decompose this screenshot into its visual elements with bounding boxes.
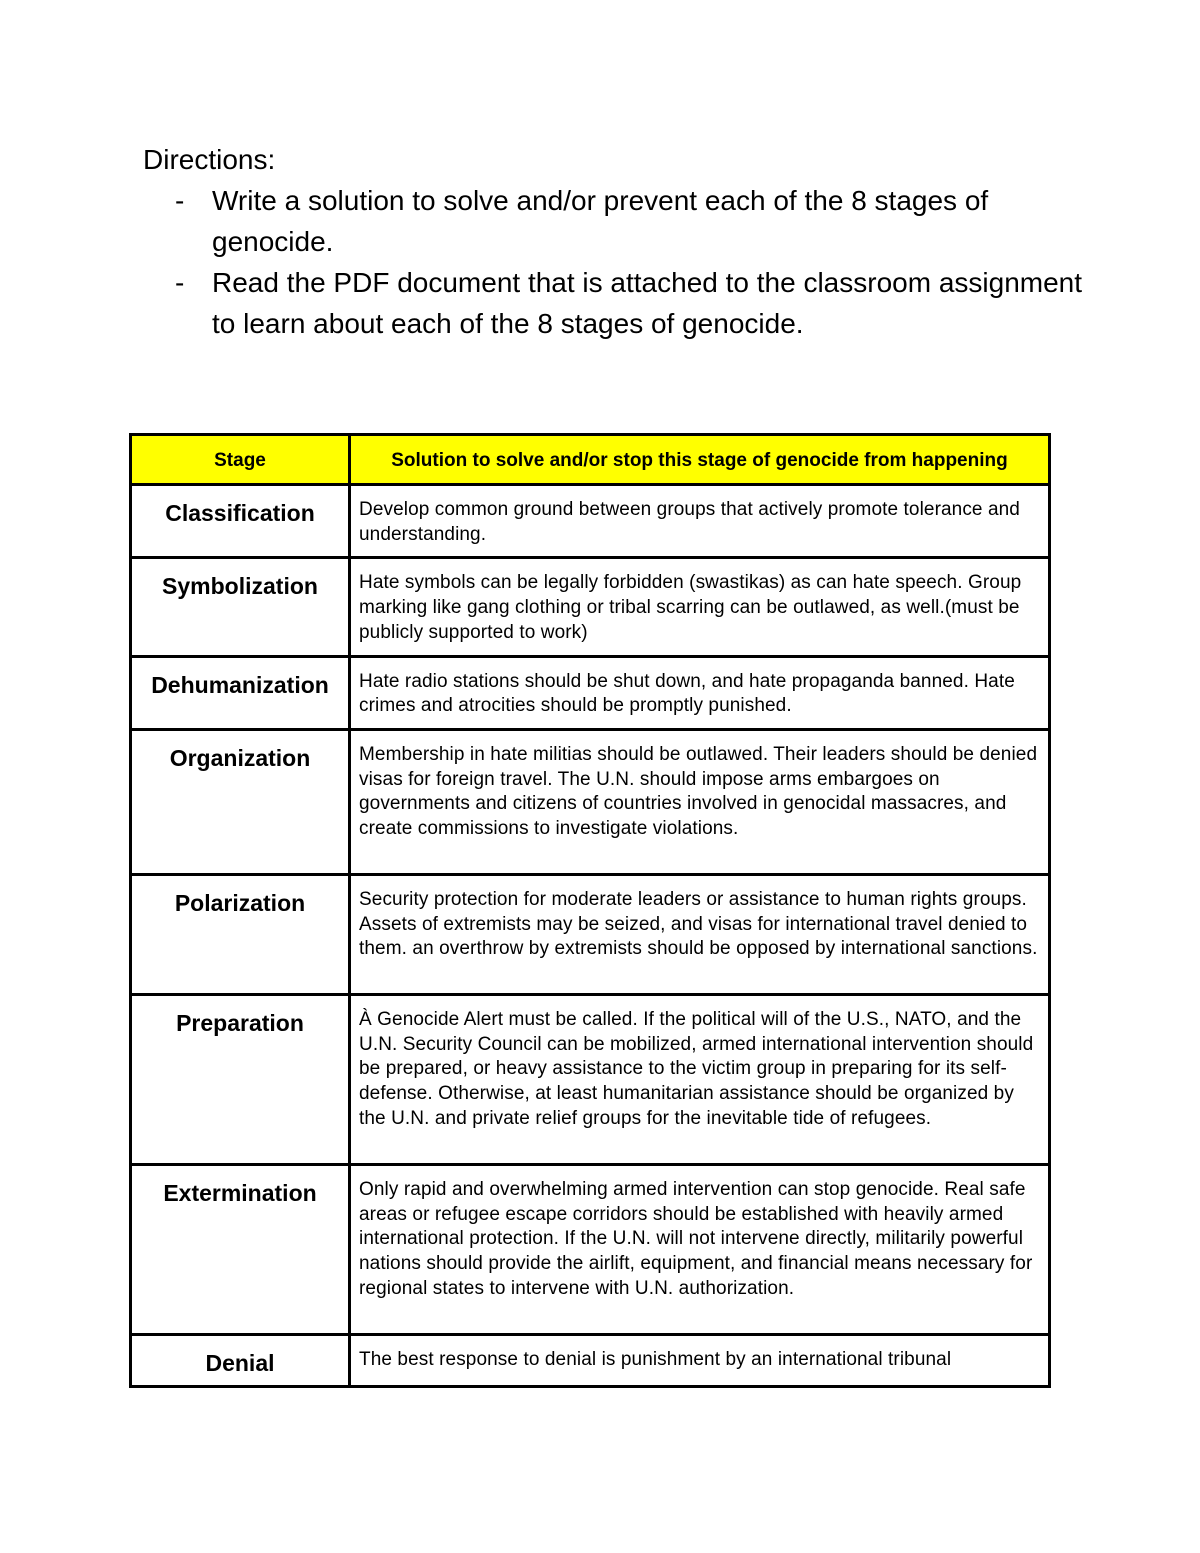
solution-cell: The best response to denial is punishment by an international tribunal bbox=[350, 1334, 1050, 1386]
table-row bbox=[131, 558, 1050, 656]
list-bullet: - bbox=[175, 185, 185, 216]
solution-cell: Security protection for moderate leaders or assistance to human rights groups. Assets of extremists may be seized, and visas for international travel denied to them. an overthrow by extremists should be opposed by international sanctions. bbox=[350, 874, 1050, 994]
directions-item bbox=[143, 262, 1083, 344]
directions-list bbox=[143, 180, 1083, 344]
solution-cell: Membership in hate militias should be outlawed. Their leaders should be denied visas for foreign travel. The U.N. should impose arms embargoes on governments and citizens of countries involved in genocidal massacres, and create commissions to investigate violations. bbox=[350, 729, 1050, 874]
table-row bbox=[131, 1164, 1050, 1334]
stage-name-cell: Symbolization bbox=[131, 558, 350, 656]
solution-cell: Hate radio stations should be shut down, and hate propaganda banned. Hate crimes and atrocities should be promptly punished. bbox=[350, 656, 1050, 729]
stage-name-cell: Extermination bbox=[131, 1164, 350, 1334]
solution-cell: Hate symbols can be legally forbidden (swastikas) as can hate speech. Group marking like gang clothing or tribal scarring can be outlawed, as well.(must be publicly supported to work) bbox=[350, 558, 1050, 656]
table-row bbox=[131, 485, 1050, 558]
directions-item bbox=[143, 180, 1083, 262]
solution-cell: À Genocide Alert must be called. If the political will of the U.S., NATO, and the U.N. Security Council can be mobilized, armed international intervention should be prepared, or heavy assistance to the victim group in preparing for its self-defense. Otherwise, at least humanitarian assistance should be organized by the U.N. and private relief groups for the inevitable tide of refugees. bbox=[350, 994, 1050, 1164]
header-solution: Solution to solve and/or stop this stage of genocide from happening bbox=[350, 435, 1050, 485]
stage-name-cell: Polarization bbox=[131, 874, 350, 994]
directions-item-text: Read the PDF document that is attached to the classroom assignment to learn about each of the 8 stages of genocide. bbox=[212, 267, 1083, 339]
table-header-row bbox=[131, 435, 1050, 485]
header-stage: Stage bbox=[131, 435, 350, 485]
stage-name-cell: Organization bbox=[131, 729, 350, 874]
genocide-stages-table bbox=[129, 433, 1051, 1388]
solution-cell: Only rapid and overwhelming armed intervention can stop genocide. Real safe areas or refugee escape corridors should be established with heavily armed international protection. If the U.N. will not intervene directly, militarily powerful nations should provide the airlift, equipment, and financial means necessary for regional states to intervene with U.N. authorization. bbox=[350, 1164, 1050, 1334]
directions-section bbox=[143, 140, 1083, 344]
directions-title: Directions: bbox=[143, 144, 276, 175]
stage-name-cell: Preparation bbox=[131, 994, 350, 1164]
table-row bbox=[131, 729, 1050, 874]
table-row bbox=[131, 1334, 1050, 1386]
directions-item-text: Write a solution to solve and/or prevent each of the 8 stages of genocide. bbox=[212, 185, 989, 257]
list-bullet: - bbox=[175, 267, 185, 298]
table-row bbox=[131, 656, 1050, 729]
stage-name-cell: Denial bbox=[131, 1334, 350, 1386]
table-row bbox=[131, 994, 1050, 1164]
solution-cell: Develop common ground between groups that actively promote tolerance and understanding. bbox=[350, 485, 1050, 558]
stage-name-cell: Dehumanization bbox=[131, 656, 350, 729]
stage-name-cell: Classification bbox=[131, 485, 350, 558]
table-row bbox=[131, 874, 1050, 994]
